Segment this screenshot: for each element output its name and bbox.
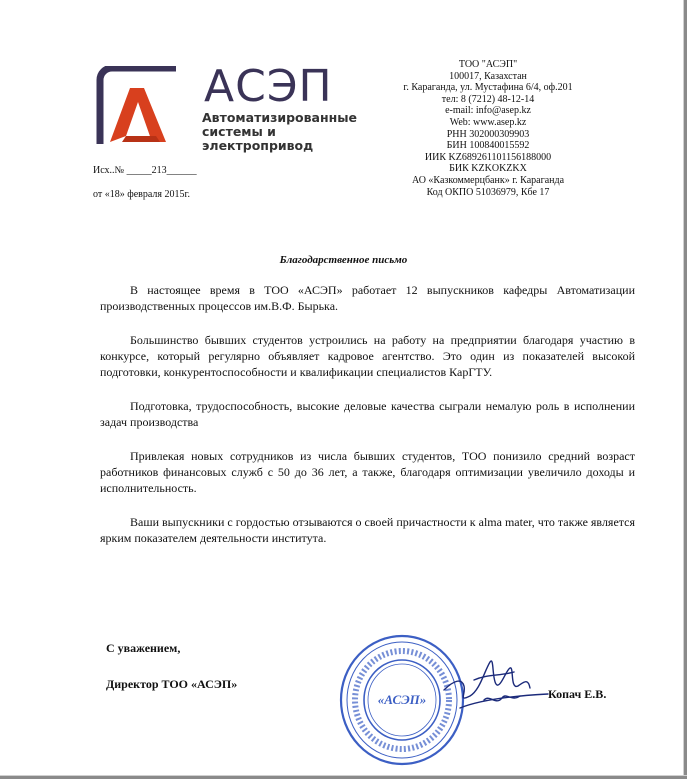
requisite-line: ТОО "АСЭП"	[458, 59, 518, 70]
seal-center-text: «АСЭП»	[377, 692, 427, 707]
letter-title: Благодарственное письмо	[279, 254, 408, 266]
requisite-line: Код ОКПО 51036979, Кбе 17	[426, 186, 550, 198]
logo-name: АСЭП	[204, 61, 333, 112]
director-position: Директор ТОО «АСЭП»	[106, 677, 238, 691]
requisite-line: Web: www.asep.kz	[449, 116, 527, 128]
requisite-line: тел: 8 (7212) 48-12-14	[441, 93, 535, 105]
requisite-line: г. Караганда, ул. Мустафина 6/4, оф.201	[403, 82, 573, 94]
requisite-line: БИН 100840015592	[446, 140, 530, 152]
requisite-line: e-mail: info@asep.kz	[445, 105, 531, 117]
company-requisites	[400, 59, 576, 198]
logo-tagline-line-2: системы и электропривод	[202, 124, 314, 153]
body-paragraph: В настоящее время в ТОО «АСЭП» работает 12 выпускников кафедры Автоматизации производственных процессов им.В.Ф. Бырька.	[100, 283, 635, 313]
requisite-line: РНН 302000309903	[446, 128, 530, 140]
signature-icon	[440, 650, 552, 718]
letter-date: от «18» февраля 2015г.	[93, 189, 190, 200]
body-paragraph: Большинство бывших студентов устроились на работу на предприятии благодаря участию в конкурсе, который регулярно объявляет кадровое агентство. Это один из показателей высокой подготовки, конкурентоспособности и квалификации специалистов КарГТУ.	[100, 333, 635, 379]
body-paragraph: Привлекая новых сотрудников из числа бывших студентов, ТОО понизило средний возраст работников финансовых служб с 50 до 36 лет, а также, благодаря оптимизации увеличило доходы и исполнительность.	[100, 449, 635, 495]
outgoing-number: Исх..№ _____213______	[93, 165, 197, 176]
requisite-line: БИК KZKOKZKX	[449, 163, 527, 175]
body-paragraph: Ваши выпускники с гордостью отзываются о своей причастности к alma mater, что также является ярким показателем деятельности института.	[100, 515, 636, 545]
logo-tagline-line-1: Автоматизированные	[202, 110, 358, 125]
logo-mark-icon	[96, 66, 176, 146]
requisite-line: ИИК KZ689261101156188000	[424, 151, 552, 163]
body-paragraph: Подготовка, трудоспособность, высокие деловые качества сыграли немалую роль в исполнении задач производства	[100, 399, 635, 429]
requisite-line: 100017, Казахстан	[449, 70, 527, 82]
company-logo	[96, 60, 386, 153]
letter-body	[100, 282, 635, 564]
logo-tagline	[202, 111, 386, 153]
signer-name: Копач Е.В.	[548, 687, 607, 701]
requisite-line: АО «Казкоммерцбанк» г. Караганда	[411, 174, 565, 186]
closing-regards: С уважением,	[106, 641, 181, 655]
